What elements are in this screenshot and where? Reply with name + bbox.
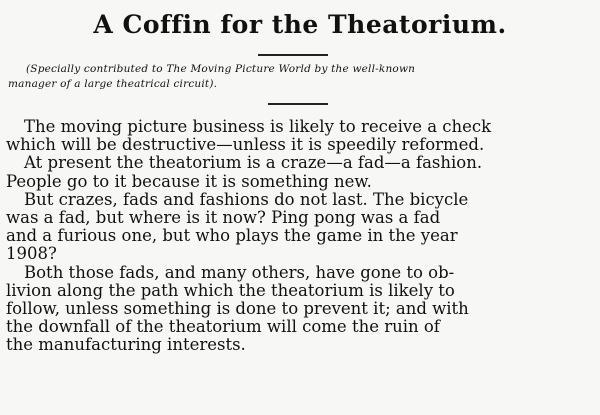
credit-line: manager of a large theatrical circuit). [8, 78, 218, 90]
body-line: livion along the path which the theatorium is likely to [6, 280, 455, 300]
body-line: The moving picture business is likely to receive a check [24, 117, 492, 136]
body-line: 1908? [6, 244, 57, 264]
body-line: which will be destructive—unless it is speedily reformed. [6, 135, 485, 155]
bottom-divider-rule [268, 103, 328, 105]
top-divider-rule [258, 54, 328, 56]
body-line: But crazes, fads and fashions do not last. The bicycle [24, 189, 469, 209]
body-line: and a furious one, but who plays the game in the year [6, 226, 458, 246]
body-line: follow, unless something is done to prevent it; and with [6, 299, 469, 319]
article-credit [8, 62, 598, 92]
credit-line: (Specially contributed to The Moving Picture World by the well-known [26, 63, 416, 75]
body-line: was a fad, but where is it now? Ping pong was a fad [6, 208, 441, 228]
article-body [6, 118, 598, 355]
body-line: People go to it because it is something new. [6, 171, 372, 191]
body-line: Both those fads, and many others, have gone to ob- [24, 262, 455, 282]
article-headline: A Coffin for the Theatorium. [93, 10, 507, 39]
body-line: At present the theatorium is a craze—a fad—a fashion. [24, 153, 483, 173]
body-line: the downfall of the theatorium will come the ruin of [6, 317, 440, 337]
body-line: the manufacturing interests. [6, 335, 246, 355]
